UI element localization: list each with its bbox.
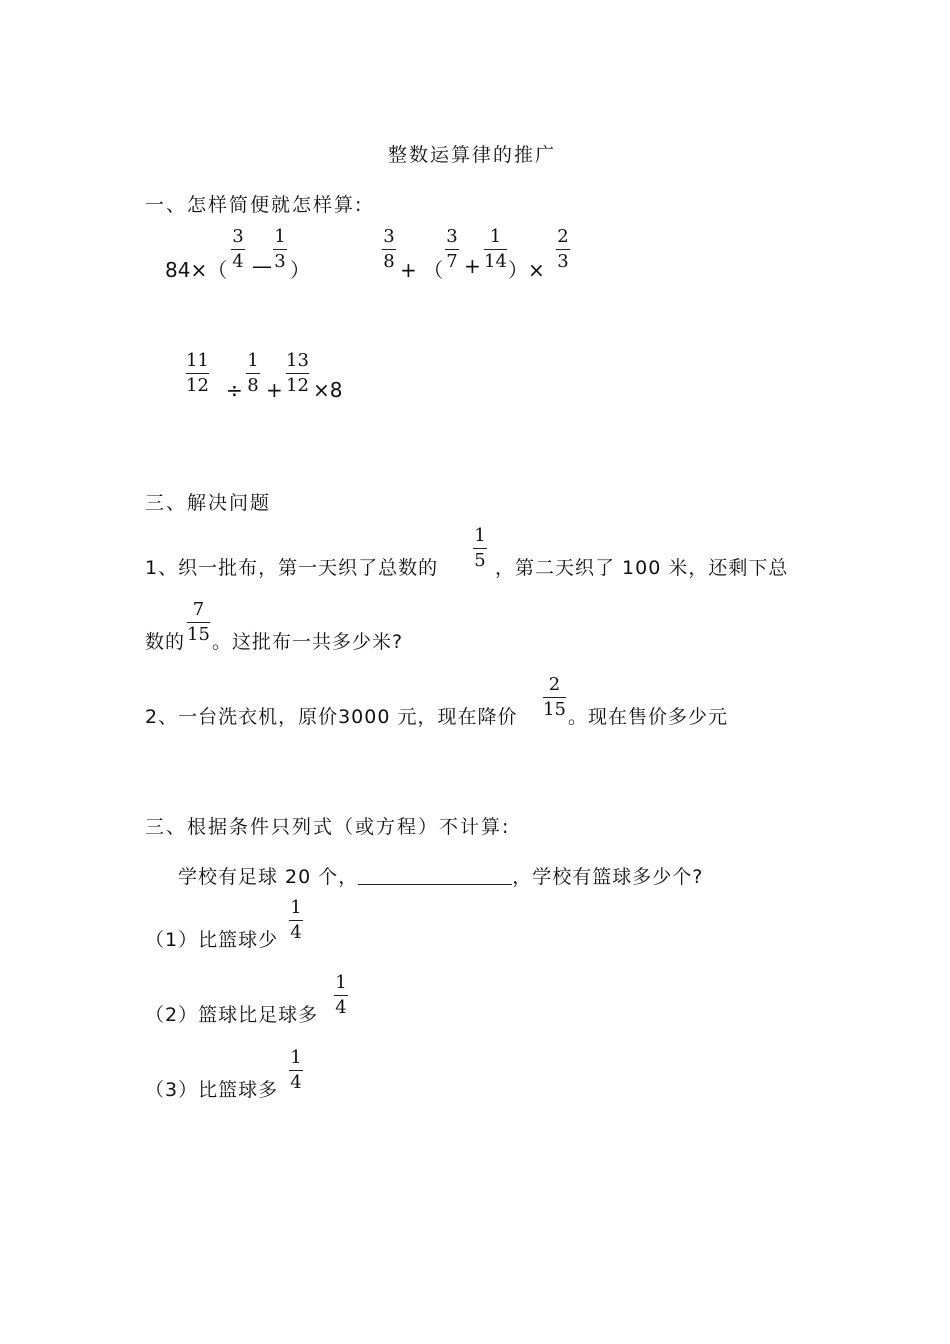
fraction: 13 12 <box>286 350 309 396</box>
item-text: （3）比篮球多 <box>145 1079 279 1101</box>
expr1-lead: 84×（ <box>165 258 228 282</box>
stem-part-b: ，学校有篮球多少个? <box>512 866 704 888</box>
section3-heading: 三、根据条件只列式（或方程）不计算: <box>145 816 511 838</box>
q1-part3: 数的 <box>145 631 186 653</box>
item-text: （1）比篮球少 <box>145 929 279 951</box>
fraction: 2 15 <box>543 674 566 720</box>
item-text: （2）篮球比足球多 <box>145 1004 319 1026</box>
stem-part-a: 学校有足球 20 个， <box>178 866 359 888</box>
fraction: 1 14 <box>484 226 507 272</box>
fraction: 1 5 <box>474 525 486 571</box>
fraction: 1 4 <box>290 1047 302 1093</box>
section2-heading: 三、解决问题 <box>145 492 272 514</box>
condition-stem <box>178 862 703 889</box>
plus-sign: + <box>464 254 481 278</box>
q2-part2: 。现在售价多少元 <box>568 706 729 728</box>
times-eight: ×8 <box>313 378 343 402</box>
fraction: 1 3 <box>274 226 286 272</box>
fraction: 3 4 <box>232 226 244 272</box>
answer-blank[interactable] <box>358 864 512 885</box>
q1-part2: ，第二天织了 100 米，还剩下总 <box>495 557 789 579</box>
plus-sign: + <box>266 378 283 402</box>
q1-part1: 1、织一批布，第一天织了总数的 <box>145 557 439 579</box>
fraction: 3 7 <box>446 226 458 272</box>
close-times: ）× <box>508 258 545 282</box>
close-paren: ） <box>290 258 310 282</box>
plus-open: + （ <box>400 258 444 282</box>
fraction: 2 3 <box>557 226 569 272</box>
divide-sign: ÷ <box>226 378 243 402</box>
q2-part1: 2、一台洗衣机，原价3000 元，现在降价 <box>145 706 518 728</box>
page-title: 整数运算律的推广 <box>388 144 557 166</box>
section1-heading: 一、怎样简便就怎样算: <box>145 194 364 216</box>
q1-part4: 。这批布一共多少米? <box>212 631 404 653</box>
fraction: 1 4 <box>335 972 347 1018</box>
fraction: 1 4 <box>290 897 302 943</box>
fraction: 11 12 <box>186 350 209 396</box>
fraction: 1 8 <box>247 350 259 396</box>
fraction: 7 15 <box>187 599 210 645</box>
fraction: 3 8 <box>383 226 395 272</box>
minus-sign: — <box>252 254 272 278</box>
